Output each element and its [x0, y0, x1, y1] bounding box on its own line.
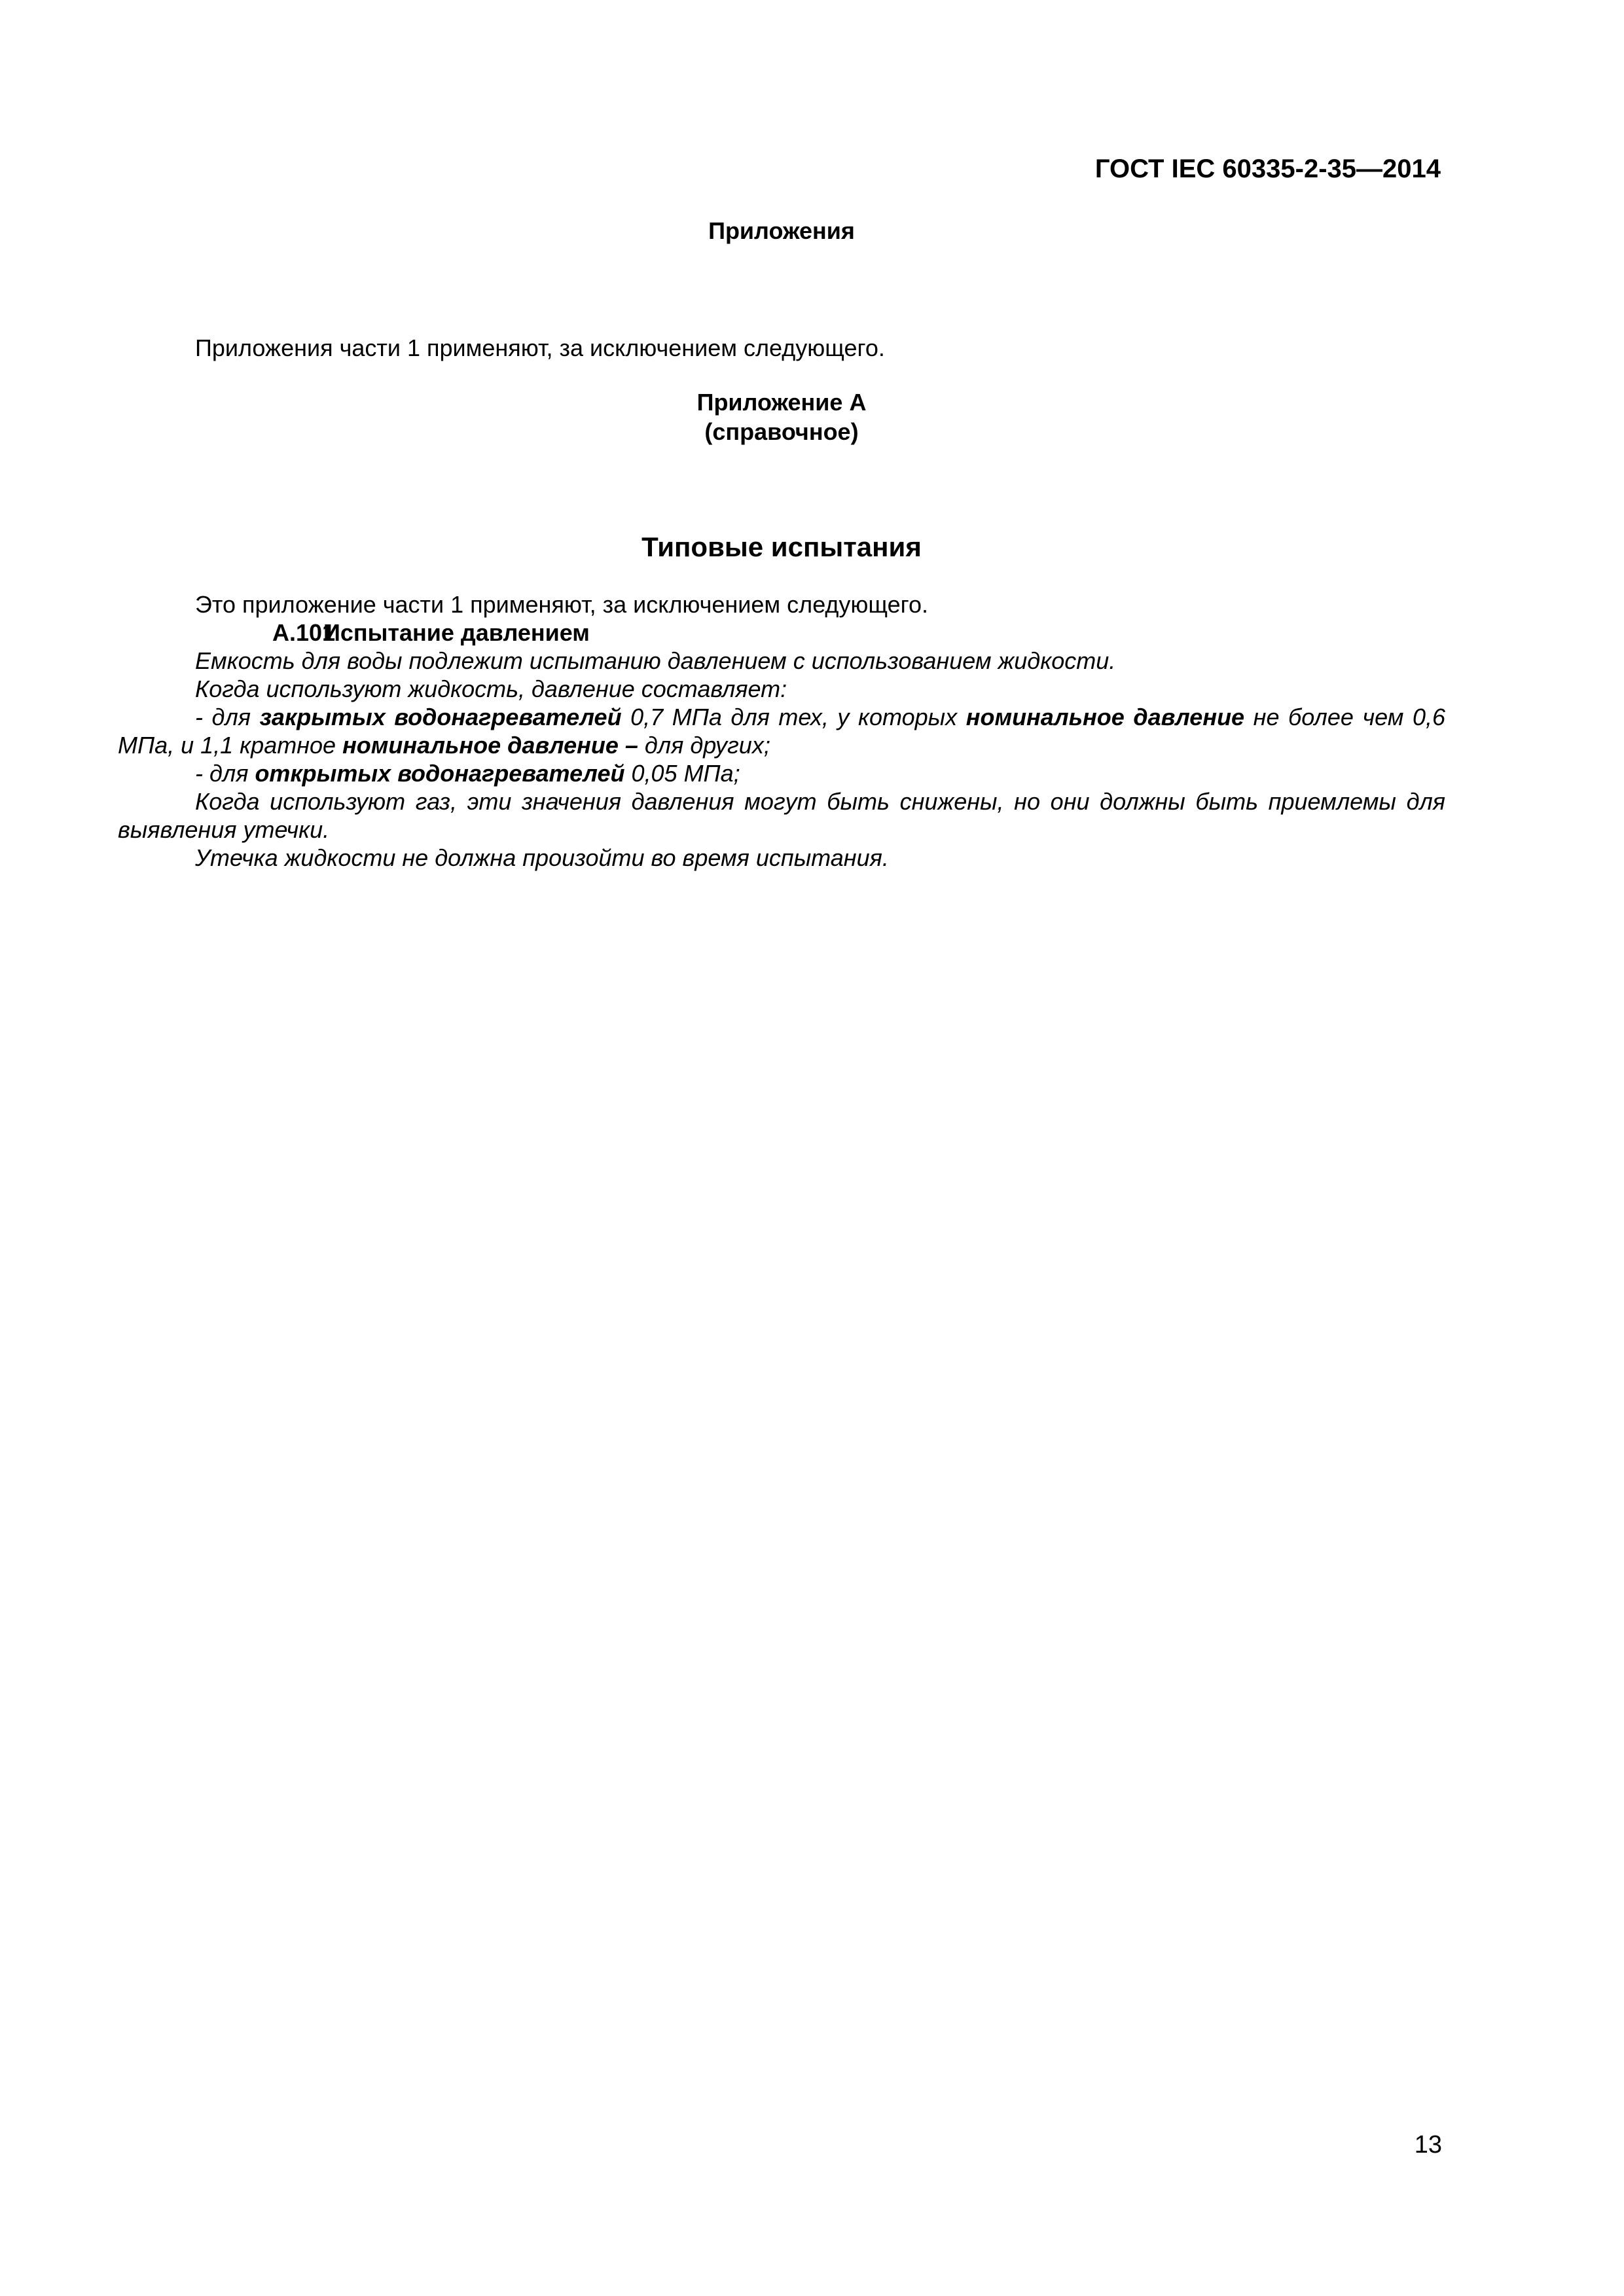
- paragraph-2: Когда используют жидкость, давление составляет:: [195, 675, 787, 702]
- item2-term-open-heaters: открытых водонагревателей: [255, 760, 625, 787]
- item1-text-3: для других;: [638, 732, 770, 759]
- item2-prefix: - для: [195, 760, 255, 787]
- clause-heading: [118, 619, 1445, 647]
- clause-number: А.101: [272, 619, 336, 646]
- type-tests-heading: Типовые испытания: [641, 531, 922, 562]
- appendices-intro: [118, 334, 1445, 362]
- item1-prefix: - для: [195, 704, 260, 730]
- annex-a-intro: Это приложение части 1 применяют, за исключением следующего.: [195, 591, 929, 618]
- clause-title: Испытание давлением: [323, 619, 590, 646]
- item1-term-rated-pressure-2: номинальное давление –: [342, 732, 638, 759]
- annex-a-heading: [118, 387, 1445, 446]
- page-number: 13: [1414, 2131, 1442, 2159]
- annex-a-status: (справочное): [704, 418, 859, 445]
- item1-text-2: не более чем 0,6 МПа, и 1,1 кратное: [118, 704, 1445, 759]
- document-code: ГОСТ IEC 60335-2-35—2014: [1094, 154, 1441, 183]
- paragraph-4: Утечка жидкости не должна произойти во время испытания.: [195, 844, 889, 871]
- item1-term-closed-heaters: закрытых водонагревателей: [259, 704, 622, 730]
- paragraph-3: Когда используют газ, эти значения давления могут быть снижены, но они должны быть приемлемы для выявления утечки.: [118, 788, 1445, 843]
- appendices-title: Приложения: [708, 217, 855, 244]
- item1-text-1: 0,7 МПа для тех, у которых: [621, 704, 966, 730]
- item2-text: 0,05 МПа;: [624, 760, 740, 787]
- appendices-intro-text: Приложения части 1 применяют, за исключением следующего.: [195, 334, 885, 361]
- paragraph-1: Емкость для воды подлежит испытанию давлением с использованием жидкости.: [195, 647, 1116, 674]
- list-item-closed-heaters: [118, 703, 1445, 759]
- annex-a-title: Приложение А: [696, 389, 867, 416]
- list-item-open-heaters: [118, 759, 1445, 787]
- annex-a-body: [118, 590, 1445, 872]
- item1-term-rated-pressure: номинальное давление: [965, 704, 1245, 730]
